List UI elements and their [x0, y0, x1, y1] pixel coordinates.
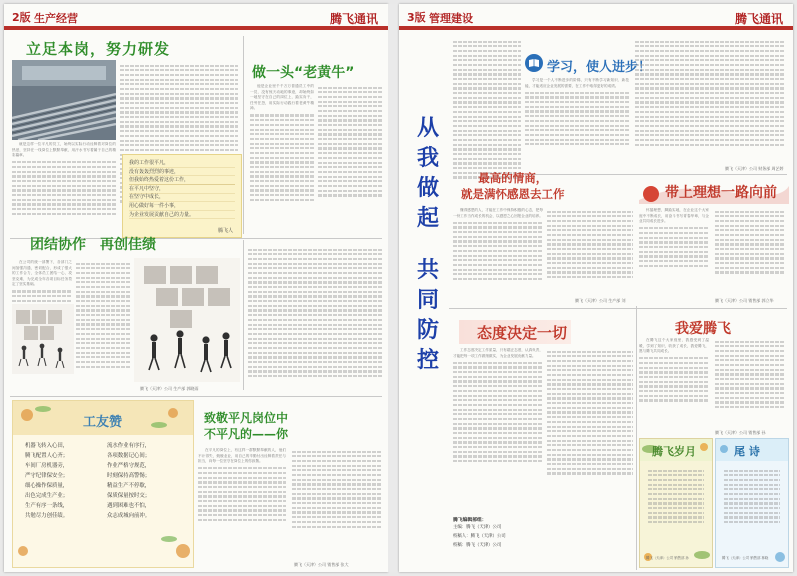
poem-line: 生产有序一条线，: [25, 503, 69, 509]
slogan-line-1: 从我做起: [416, 116, 439, 231]
column-divider: [636, 306, 637, 570]
poem-line: 遇到困难也不怕，: [107, 503, 151, 509]
poem-line: 流水作业有序行，: [107, 443, 151, 449]
article-body: [547, 348, 633, 508]
article-title: 立足本岗，努力研发: [26, 40, 171, 58]
page-number: 2版: [12, 11, 31, 24]
poem-line: 保质保量按时交；: [107, 493, 151, 499]
note-signature: 腾飞人: [217, 228, 233, 234]
article-body: [715, 338, 785, 428]
article-byline: 腾飞（天津）公司 销售部 林晓: [722, 556, 769, 560]
editorial-line: 主编：腾飞（天津）公司: [453, 525, 502, 530]
editorial-line: 校稿：腾飞（天津）公司: [453, 543, 502, 548]
poem-column-left: [25, 441, 101, 521]
header-rule: [399, 26, 793, 30]
handwritten-note: [122, 154, 242, 238]
editorial-title: 腾飞编辑部组：: [453, 518, 487, 523]
poem-panel: [715, 438, 789, 568]
article-title: 我爱腾飞: [675, 321, 731, 337]
article-paragraph: 学习是一个人不断进步的阶梯，只有不断学习新知识、新技能，才能适应企业发展的需要，在工作中取得更好的成绩。: [525, 78, 629, 88]
article-paragraph: 工作态度决定工作质量，只有端正态度，认真负责，才能把每一项工作做细做实，为企业发展贡献力量。: [453, 348, 543, 358]
article-body: [198, 448, 286, 560]
poem-line: 机器飞转入心田，: [25, 443, 69, 449]
masthead-title: 腾飞通讯: [734, 12, 783, 26]
article-body: [453, 348, 543, 508]
article-body: [12, 142, 116, 224]
masthead-title: 腾飞通讯: [329, 12, 378, 26]
poem-line: 细心操作保质量，: [25, 483, 69, 489]
article-paragraph: 在公司的统一部署下，各部门之间加强沟通，密切配合，形成了强大的工作合力，全体员工团结一心，攻坚克难，为完成全年各项目标任务奠定了坚实基础。: [12, 260, 72, 287]
article-byline: 腾飞（天津）公司 生产部 刘: [575, 298, 626, 303]
article-byline: 腾飞（天津）公司 销售部 孙: [715, 430, 766, 435]
article-body: [318, 84, 382, 234]
slogan-line-2: 共同防控: [416, 258, 439, 373]
article-title: 团结协作 再创佳绩: [30, 237, 156, 253]
poem-line: 众志成城向前冲。: [107, 513, 151, 519]
poem-column-right: [107, 441, 187, 521]
section-divider: [10, 396, 382, 397]
article-paragraph: 在平凡的岗位上，有这样一群默默奉献的人，他们不计得失，兢兢业业，用自己的辛勤付出诠释着责任与担当，向每一位坚守在岗位上的你致敬。: [198, 448, 286, 464]
teamwork-illustration: [12, 304, 74, 374]
article-title: 最高的情商， 就是满怀感恩去工作: [461, 171, 565, 201]
poem-line: 作业严格守规范，: [107, 463, 151, 469]
article-body: [453, 208, 543, 306]
poem-line: 各项数据记心间；: [107, 453, 151, 459]
article-body: [639, 208, 709, 296]
article-title: 尾 诗: [734, 445, 760, 458]
section-title: 生产经营: [34, 12, 78, 25]
poem-line: 时刻保持高警惕；: [107, 473, 151, 479]
article-byline: 腾飞（天津）公司 销售部 孙: [646, 556, 689, 560]
article-paragraph: 懂得感恩的人，才能在工作中保持积极的心态，把每一份工作当作成长的机会，以感恩之心回报企业的培养。: [453, 208, 543, 218]
column-divider: [243, 240, 244, 390]
left-page: [4, 4, 388, 572]
article-byline: 腾飞（天津）公司 销售部 张大: [294, 562, 349, 567]
article-byline: 腾飞（天津）公司 财务部 周艺婷: [725, 166, 784, 171]
page-number: 3版: [407, 11, 426, 24]
article-body: [635, 38, 785, 164]
article-body: [547, 208, 633, 298]
factory-photo: [12, 60, 116, 140]
column-divider: [243, 36, 244, 234]
article-body: [639, 338, 709, 428]
article-byline: 腾飞（天津）公司 生产部 郭晓雨: [140, 386, 199, 391]
article-title: 工友赞: [83, 415, 123, 430]
section-title: 管理建设: [429, 12, 473, 25]
right-page: [399, 4, 793, 572]
article-body: [76, 260, 130, 400]
article-body: [715, 208, 785, 296]
note-text: 我的工作很平凡， 没有轰轰烈烈的事迹， 但我始终热爱着这份工作， 在平凡中坚守， 在坚守中成长， 用心做好每一件小事， 为企业发展贡献自己的力量。: [129, 159, 235, 219]
article-title: 带上理想一路向前: [665, 185, 777, 201]
poem-body: [724, 467, 780, 547]
article-body: [525, 78, 629, 168]
poem-line: 严守纪律保安全；: [25, 473, 69, 479]
article-paragraph: 在腾飞这个大家庭里，我感受到了温暖，学到了知识，收获了成长，我爱腾飞，愿与腾飞共同成长。: [639, 338, 709, 354]
book-icon: [525, 54, 543, 72]
section-divider: [449, 308, 787, 309]
article-title: 态度决定一切: [477, 324, 568, 342]
editorial-line: 校稿人：腾飞（天津）公司: [453, 534, 506, 539]
teamwork-illustration: [134, 258, 240, 382]
poem-panel: [639, 438, 713, 568]
poem-line: 腾飞配置人心齐；: [25, 453, 69, 459]
header-rule: [4, 26, 388, 30]
article-title: 腾飞岁月: [652, 445, 696, 458]
article-body: [250, 84, 314, 234]
article-body: [248, 246, 382, 394]
article-byline: 腾飞（天津）公司 销售部 郭立华: [715, 298, 774, 303]
poem-line: 出色完成生产业；: [25, 493, 69, 499]
poem-line: 共勉尽力创佳绩。: [25, 513, 69, 519]
article-paragraph: 怀揣理想，脚踏实地，在企业这个大家庭中不断成长，用奋斗书写青春华章，与企业共同成长进步。: [639, 208, 709, 224]
article-title: 学习，使人进步！: [547, 60, 652, 75]
slogan-column: [413, 114, 443, 414]
poem-body: [648, 467, 704, 547]
poem-panel: [12, 400, 194, 568]
article-paragraph: 就是这样一位平凡的员工，始终以实际行动诠释着对岗位的热爱，坚持在一线岗位上默默奉献，用汗水书写着属于自己的精彩篇章。: [12, 142, 116, 158]
center-banner: [388, 4, 399, 572]
article-title: 致敬平凡岗位中 不平凡的——你: [204, 411, 289, 441]
editorial-board: [453, 516, 633, 550]
article-paragraph: 他是企业里千千万万普通员工中的一员，没有惊天动地的事迹，却始终如一地坚守在自己的岗位上，踏实肯干，任劳任怨，用实际行动践行着老黄牛精神。: [250, 84, 314, 111]
article-body: [292, 448, 382, 560]
article-title: 做一头“老黄牛”: [252, 65, 355, 81]
poem-line: 车间厂房机器旁，: [25, 463, 69, 469]
poem-line: 精益生产不停歇，: [107, 483, 151, 489]
